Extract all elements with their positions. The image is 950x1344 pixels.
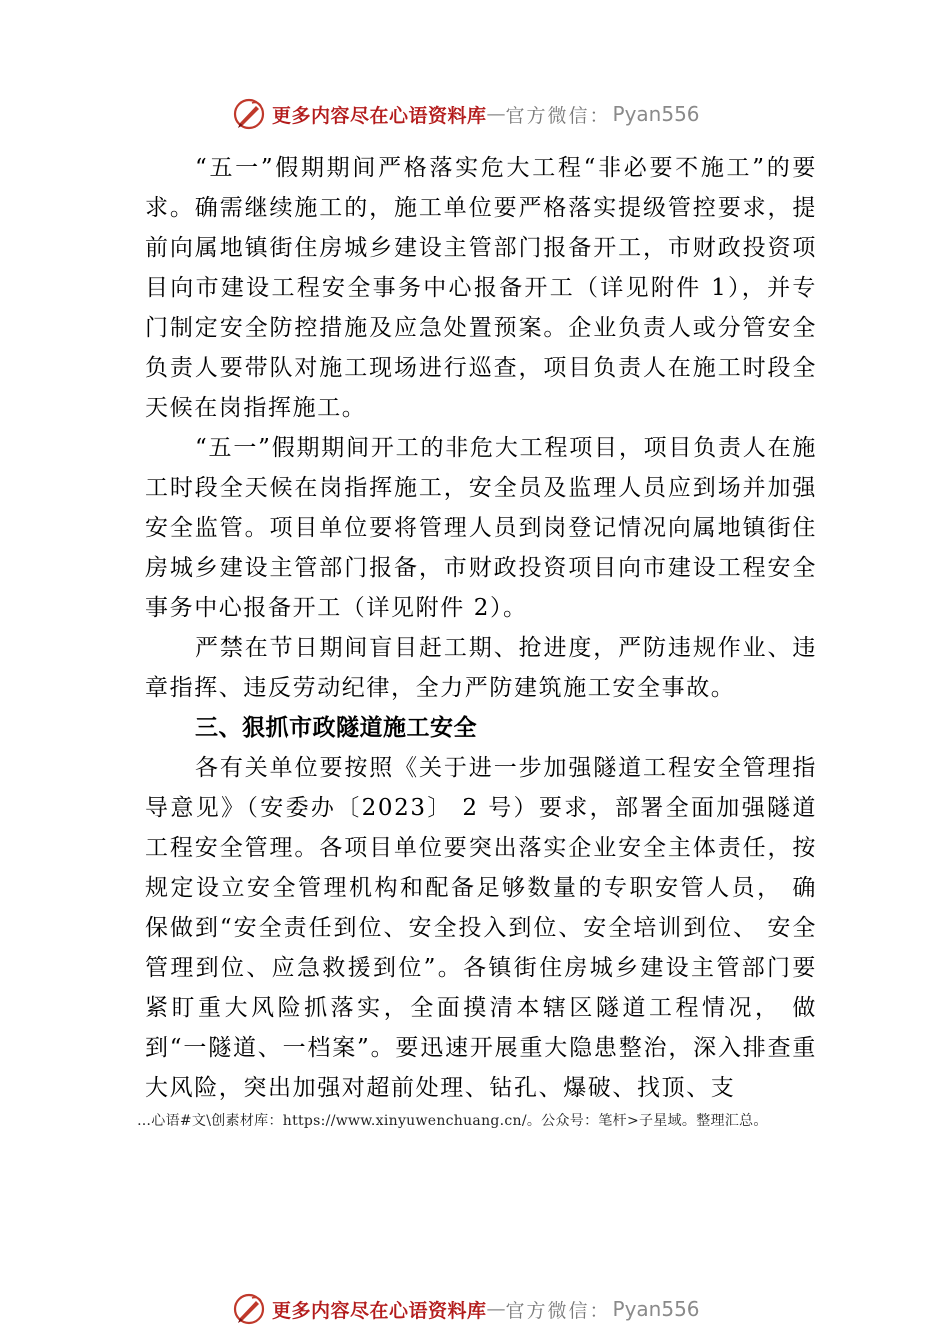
wechat-id: Pyan556 [612,1297,700,1321]
paragraph-4: 各有关单位要按照《关于进一步加强隧道工程安全管理指导意见》（安委办〔2023〕 2 号）要求，部署全面加强隧道工程安全管理。各项目单位要突出落实企业安全主体责任，按规定设立安全管理机构和配备足够数量的专职安管人员， 确保做到“安全责任到位、安全投入到位、安全培训到位、 安全管理到位、应急救援到位”。各镇街住房城乡建设主管部门要紧盯重大风险抓落实，全面摸清本辖区隧道工程情况， 做到“一隧道、一档案”。要迅速开展重大隐患整治，深入排查重大风险，突出加强对超前处理、钻孔、爆破、找顶、支 [145,755,817,1101]
source-footnote: …心语#文\创素材库：https://www.xinyuwenchuang.cn/。公众号：笔杆>子星域。整理汇总。 [137,1113,768,1129]
banner-label: 官方微信： [505,104,611,127]
banner-dash: — [486,1298,506,1320]
brush-quill-logo-icon [232,1292,266,1326]
header-banner [232,97,700,131]
brand-text: 更多内容尽在心语资料库 [272,104,487,127]
brush-quill-logo-icon [232,97,266,131]
document-body [145,148,817,1108]
paragraph-2: “五一”假期期间开工的非危大工程项目，项目负责人在施工时段全天候在岗指挥施工，安全员及监理人员应到场并加强安全监管。项目单位要将管理人员到岗登记情况向属地镇街住房城乡建设主管部门报备，市财政投资项目向市建设工程安全事务中心报备开工（详见附件 2）。 [145,435,817,621]
wechat-id: Pyan556 [612,102,700,126]
section-heading: 三、狠抓市政隧道施工安全 [195,715,477,741]
paragraph-1: “五一”假期期间严格落实危大工程“非必要不施工”的要求。确需继续施工的，施工单位要严格落实提级管控要求，提前向属地镇街住房城乡建设主管部门报备开工，市财政投资项目向市建设工程安全事务中心报备开工（详见附件 1），并专门制定安全防控措施及应急处置预案。企业负责人或分管安全负责人要带队对施工现场进行巡查，项目负责人在施工时段全天候在岗指挥施工。 [145,155,817,421]
brand-text: 更多内容尽在心语资料库 [272,1299,487,1322]
banner-dash: — [486,103,506,125]
footer-banner [232,1292,700,1326]
banner-label: 官方微信： [505,1299,611,1322]
paragraph-3: 严禁在节日期间盲目赶工期、抢进度，严防违规作业、违章指挥、违反劳动纪律，全力严防建筑施工安全事故。 [145,635,817,701]
